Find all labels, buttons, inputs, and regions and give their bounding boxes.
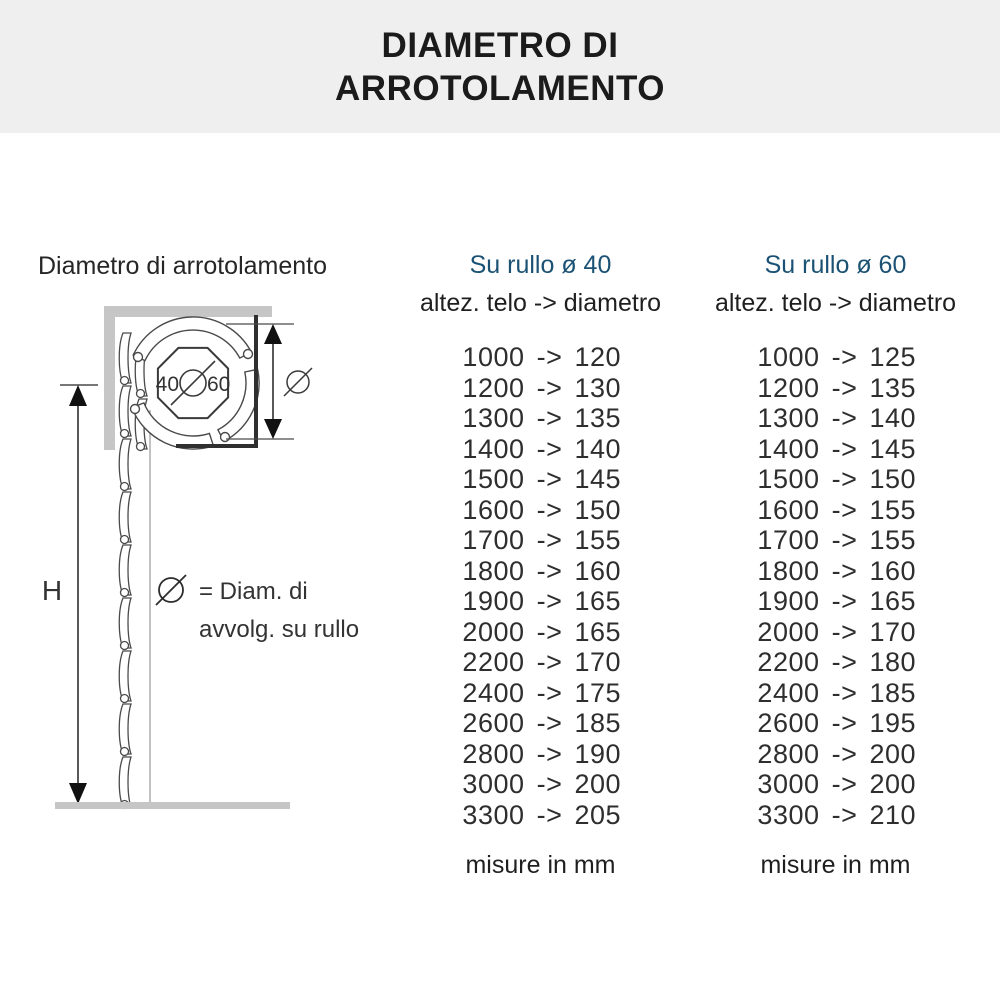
table-row — [398, 342, 683, 373]
row-height: 3300 — [462, 799, 525, 830]
row-height: 2800 — [757, 738, 820, 769]
row-arrow: -> — [536, 769, 563, 799]
row-arrow: -> — [831, 738, 858, 769]
table-row — [398, 678, 683, 709]
table-rullo-40 — [398, 248, 683, 905]
table-row — [398, 373, 683, 404]
row-diameter: 180 — [869, 647, 917, 677]
row-diameter: 195 — [869, 708, 917, 738]
table-rows — [693, 342, 978, 830]
row-arrow: -> — [831, 372, 858, 403]
row-height: 2000 — [757, 616, 820, 647]
row-diameter: 150 — [869, 464, 917, 494]
row-diameter: 175 — [574, 677, 622, 708]
roller-shutter-diagram — [0, 290, 400, 830]
table-row — [693, 708, 978, 739]
table-row — [693, 464, 978, 495]
row-diameter: 170 — [869, 616, 917, 647]
table-row — [398, 739, 683, 770]
row-arrow: -> — [831, 464, 858, 494]
row-height: 1600 — [757, 494, 820, 525]
row-arrow: -> — [536, 494, 563, 525]
row-diameter: 135 — [869, 372, 917, 403]
row-arrow: -> — [536, 738, 563, 769]
row-diameter: 140 — [869, 403, 917, 433]
table-row — [398, 800, 683, 831]
row-height: 1400 — [462, 433, 525, 464]
row-arrow: -> — [536, 342, 563, 372]
row-diameter: 140 — [574, 433, 622, 464]
row-diameter: 165 — [574, 616, 622, 647]
row-diameter: 200 — [869, 738, 917, 769]
row-diameter: 135 — [574, 403, 622, 433]
row-height: 2800 — [462, 738, 525, 769]
row-diameter: 165 — [869, 586, 917, 616]
row-diameter: 120 — [574, 342, 622, 372]
table-row — [693, 800, 978, 831]
row-diameter: 200 — [574, 769, 622, 799]
table-row — [398, 708, 683, 739]
row-arrow: -> — [831, 647, 858, 677]
table-row — [693, 525, 978, 556]
row-arrow: -> — [536, 555, 563, 586]
row-diameter: 145 — [574, 464, 622, 494]
table-row — [693, 617, 978, 648]
row-height: 1700 — [757, 525, 820, 555]
row-height: 3300 — [757, 799, 820, 830]
row-arrow: -> — [536, 616, 563, 647]
table-row — [398, 556, 683, 587]
page-title — [335, 24, 665, 110]
row-diameter: 155 — [869, 525, 917, 555]
table-row — [398, 403, 683, 434]
table-row — [693, 647, 978, 678]
row-height: 1400 — [757, 433, 820, 464]
row-arrow: -> — [831, 769, 858, 799]
height-label: H — [41, 575, 63, 606]
row-arrow: -> — [536, 708, 563, 738]
row-height: 3000 — [757, 769, 820, 799]
table-row — [398, 586, 683, 617]
legend-diameter-symbol-icon — [156, 575, 186, 605]
row-diameter: 200 — [869, 769, 917, 799]
table-row — [693, 373, 978, 404]
row-height: 1600 — [462, 494, 525, 525]
page-title-line2: ARROTOLAMENTO — [335, 68, 665, 108]
row-arrow: -> — [536, 464, 563, 494]
row-diameter: 190 — [574, 738, 622, 769]
box-profile-top — [104, 306, 272, 317]
row-diameter: 185 — [869, 677, 917, 708]
row-arrow: -> — [831, 403, 858, 433]
table-row — [398, 617, 683, 648]
table-row — [693, 586, 978, 617]
row-diameter: 170 — [574, 647, 622, 677]
table-subtitle: altez. telo -> diametro — [419, 289, 662, 317]
roller-size-left: 40 — [155, 373, 179, 396]
row-height: 1800 — [757, 555, 820, 586]
row-diameter: 210 — [869, 799, 917, 830]
row-height: 1200 — [462, 372, 525, 403]
row-height: 1000 — [462, 342, 525, 372]
row-height: 2600 — [757, 708, 820, 738]
row-arrow: -> — [536, 677, 563, 708]
row-height: 2400 — [462, 677, 525, 708]
row-arrow: -> — [831, 799, 858, 830]
table-row — [398, 434, 683, 465]
table-row — [398, 464, 683, 495]
table-row — [693, 495, 978, 526]
table-row — [693, 556, 978, 587]
row-height: 1500 — [462, 464, 525, 494]
row-arrow: -> — [831, 708, 858, 738]
table-row — [693, 678, 978, 709]
table-title: Su rullo ø 40 — [469, 251, 612, 279]
table-subtitle: altez. telo -> diametro — [714, 289, 957, 317]
row-height: 1300 — [462, 403, 525, 433]
table-rullo-60 — [693, 248, 978, 905]
table-row — [693, 769, 978, 800]
row-arrow: -> — [831, 494, 858, 525]
row-arrow: -> — [536, 647, 563, 677]
table-row — [398, 769, 683, 800]
table-rows — [398, 342, 683, 830]
row-height: 1800 — [462, 555, 525, 586]
row-height: 3000 — [462, 769, 525, 799]
row-height: 1000 — [757, 342, 820, 372]
row-height: 2400 — [757, 677, 820, 708]
row-arrow: -> — [831, 342, 858, 372]
page-title-line1: DIAMETRO DI — [381, 25, 619, 65]
table-row — [398, 495, 683, 526]
table-footer: misure in mm — [465, 851, 616, 879]
table-row — [693, 403, 978, 434]
row-arrow: -> — [536, 372, 563, 403]
row-arrow: -> — [536, 586, 563, 616]
row-arrow: -> — [831, 616, 858, 647]
row-diameter: 130 — [574, 372, 622, 403]
row-arrow: -> — [536, 403, 563, 433]
row-diameter: 150 — [574, 494, 622, 525]
row-arrow: -> — [831, 677, 858, 708]
row-height: 1500 — [757, 464, 820, 494]
table-row — [693, 342, 978, 373]
legend-line1: = Diam. di — [199, 578, 308, 605]
table-row — [398, 525, 683, 556]
row-arrow: -> — [831, 586, 858, 616]
row-diameter: 160 — [869, 555, 917, 586]
row-height: 2000 — [462, 616, 525, 647]
box-profile-left — [104, 306, 115, 450]
ground-bar — [55, 802, 290, 809]
row-height: 2600 — [462, 708, 525, 738]
diagram-title: Diametro di arrotolamento — [38, 252, 328, 280]
page-header — [0, 0, 1000, 133]
row-height: 2200 — [757, 647, 820, 677]
row-height: 1700 — [462, 525, 525, 555]
row-arrow: -> — [831, 555, 858, 586]
table-row — [693, 434, 978, 465]
table-footer: misure in mm — [760, 851, 911, 879]
row-height: 2200 — [462, 647, 525, 677]
row-arrow: -> — [536, 525, 563, 555]
row-arrow: -> — [536, 799, 563, 830]
row-diameter: 155 — [869, 494, 917, 525]
row-diameter: 185 — [574, 708, 622, 738]
roller-size-right: 60 — [207, 373, 231, 396]
row-arrow: -> — [831, 433, 858, 464]
row-diameter: 145 — [869, 433, 917, 464]
row-diameter: 165 — [574, 586, 622, 616]
table-title: Su rullo ø 60 — [764, 251, 907, 279]
row-diameter: 155 — [574, 525, 622, 555]
row-diameter: 125 — [869, 342, 917, 372]
row-height: 1900 — [462, 586, 525, 616]
table-row — [398, 647, 683, 678]
row-height: 1200 — [757, 372, 820, 403]
row-arrow: -> — [536, 433, 563, 464]
row-arrow: -> — [831, 525, 858, 555]
height-dimension — [60, 385, 98, 804]
row-height: 1900 — [757, 586, 820, 616]
diameter-symbol-icon — [284, 368, 312, 396]
row-diameter: 160 — [574, 555, 622, 586]
legend-line2: avvolg. su rullo — [199, 616, 360, 643]
row-diameter: 205 — [574, 799, 622, 830]
table-row — [693, 739, 978, 770]
row-height: 1300 — [757, 403, 820, 433]
